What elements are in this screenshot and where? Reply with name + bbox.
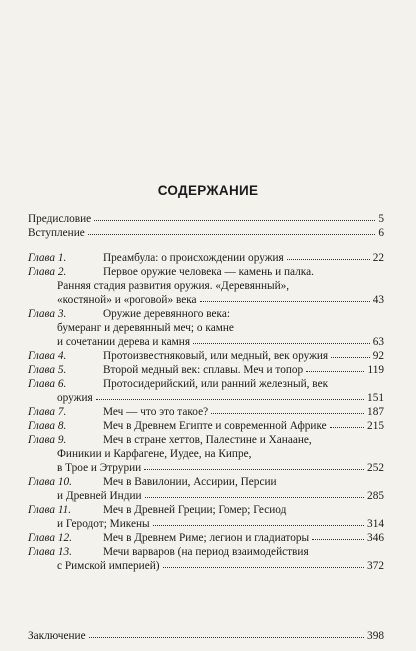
- entry-text: с Римской империей): [57, 560, 160, 572]
- chapter-entry: [28, 545, 384, 559]
- page-number: 285: [367, 490, 384, 502]
- page-number: 346: [367, 532, 384, 544]
- page-number: 5: [378, 213, 384, 225]
- entry-text: Меч — что это такое?: [103, 406, 209, 418]
- entry-text: Мечи варваров (на период взаимодействия: [103, 546, 309, 558]
- entry-text: Первое оружие человека — камень и палка.: [103, 266, 314, 278]
- entry-text: Меч в стране хеттов, Палестине и Ханаане,: [103, 434, 312, 446]
- toc-entry: [28, 212, 384, 226]
- entry-text: и Геродот; Микены: [57, 518, 150, 530]
- chapter-entry-continuation: [28, 391, 384, 405]
- dot-leader: [144, 469, 364, 470]
- entry-text: Вступление: [28, 227, 85, 239]
- page-number: 151: [367, 392, 384, 404]
- entry-text: Предисловие: [28, 213, 92, 225]
- page-number: 63: [372, 336, 384, 348]
- chapter-entry: [28, 503, 384, 517]
- chapter-label: Глава 5.: [28, 364, 67, 376]
- toc-back-matter: [28, 629, 384, 643]
- chapter-label: Глава 9.: [28, 434, 67, 446]
- entry-text: и Древней Индии: [57, 490, 142, 502]
- chapter-label: Глава 10.: [28, 476, 72, 488]
- chapter-entry: [28, 475, 384, 489]
- chapter-entry: [28, 363, 384, 377]
- page-number: 252: [367, 462, 384, 474]
- toc-entry: [28, 226, 384, 240]
- chapter-entry-continuation: [28, 279, 384, 293]
- chapter-entry-continuation: [28, 335, 384, 349]
- toc-front-matter: [28, 212, 384, 240]
- chapter-entry: [28, 419, 384, 433]
- dot-leader: [331, 357, 370, 358]
- chapter-entry-continuation: [28, 321, 384, 335]
- page-number: 215: [367, 420, 384, 432]
- chapter-entry: [28, 531, 384, 545]
- chapter-entry-continuation: [28, 517, 384, 531]
- entry-text: Заключение: [28, 630, 86, 642]
- chapter-entry: [28, 433, 384, 447]
- entry-text: Протосидерийский, или ранний железный, век: [103, 378, 329, 390]
- chapter-label: Глава 6.: [28, 378, 67, 390]
- dot-leader: [96, 399, 364, 400]
- entry-text: оружия: [57, 392, 93, 404]
- chapter-entry-continuation: [28, 489, 384, 503]
- dot-leader: [88, 234, 376, 235]
- toc-entry: [28, 629, 384, 643]
- dot-leader: [145, 497, 365, 498]
- entry-text: Протоизвестняковый, или медный, век оружия: [103, 350, 329, 362]
- entry-text: бумеранг и деревянный меч; о камне: [57, 322, 234, 334]
- chapter-entry-continuation: [28, 293, 384, 307]
- chapter-label: Глава 13.: [28, 546, 72, 558]
- chapter-label: Глава 8.: [28, 420, 67, 432]
- entry-text: Меч в Древнем Риме; легион и гладиаторы: [103, 532, 310, 544]
- page-number: 43: [372, 294, 384, 306]
- entry-text: Меч в Древнем Египте и современной Африке: [103, 420, 327, 432]
- chapter-entry: [28, 265, 384, 279]
- dot-leader: [200, 301, 370, 302]
- page-number: 187: [367, 406, 384, 418]
- page-number: 314: [367, 518, 384, 530]
- chapter-label: Глава 3.: [28, 308, 67, 320]
- chapter-entry: [28, 307, 384, 321]
- entry-text: Преамбула: о происхождении оружия: [103, 252, 284, 264]
- chapter-label: Глава 4.: [28, 350, 67, 362]
- entry-text: в Трое и Этрурии: [57, 462, 142, 474]
- chapter-entry-continuation: [28, 461, 384, 475]
- entry-text: Второй медный век: сплавы. Меч и топор: [103, 364, 304, 376]
- chapter-entry: [28, 377, 384, 391]
- dot-leader: [312, 539, 364, 540]
- chapter-entry: [28, 251, 384, 265]
- dot-leader: [153, 525, 364, 526]
- chapter-entry-continuation: [28, 447, 384, 461]
- entry-text: Меч в Вавилонии, Ассирии, Персии: [103, 476, 277, 488]
- dot-leader: [306, 371, 364, 372]
- toc-title: СОДЕРЖАНИЕ: [157, 183, 259, 198]
- chapter-entry: [28, 349, 384, 363]
- entry-text: Ранняя стадия развития оружия. «Деревянный»,: [57, 280, 290, 292]
- page-number: 398: [367, 630, 384, 642]
- page-number: 119: [367, 364, 384, 376]
- entry-text: Меч в Древней Греции; Гомер; Гесиод: [103, 504, 287, 516]
- chapter-label: Глава 2.: [28, 266, 67, 278]
- page-number: 6: [378, 227, 384, 239]
- dot-leader: [211, 413, 364, 414]
- entry-text: Финикии и Карфагене, Иудее, на Кипре,: [57, 448, 252, 460]
- chapter-entry-continuation: [28, 559, 384, 573]
- dot-leader: [163, 567, 365, 568]
- dot-leader: [94, 220, 375, 221]
- chapter-label: Глава 11.: [28, 504, 72, 516]
- page-number: 92: [372, 350, 384, 362]
- toc-chapters: [28, 251, 384, 573]
- dot-leader: [287, 259, 370, 260]
- page-number: 22: [372, 252, 384, 264]
- chapter-label: Глава 7.: [28, 406, 67, 418]
- entry-text: и сочетании дерева и камня: [57, 336, 191, 348]
- dot-leader: [193, 343, 370, 344]
- page-number: 372: [367, 560, 384, 572]
- chapter-label: Глава 12.: [28, 532, 72, 544]
- entry-text: Оружие деревянного века:: [103, 308, 230, 320]
- dot-leader: [89, 637, 364, 638]
- chapter-label: Глава 1.: [28, 252, 67, 264]
- dot-leader: [330, 427, 364, 428]
- chapter-entry: [28, 405, 384, 419]
- entry-text: «костяной» и «роговой» века: [57, 294, 197, 306]
